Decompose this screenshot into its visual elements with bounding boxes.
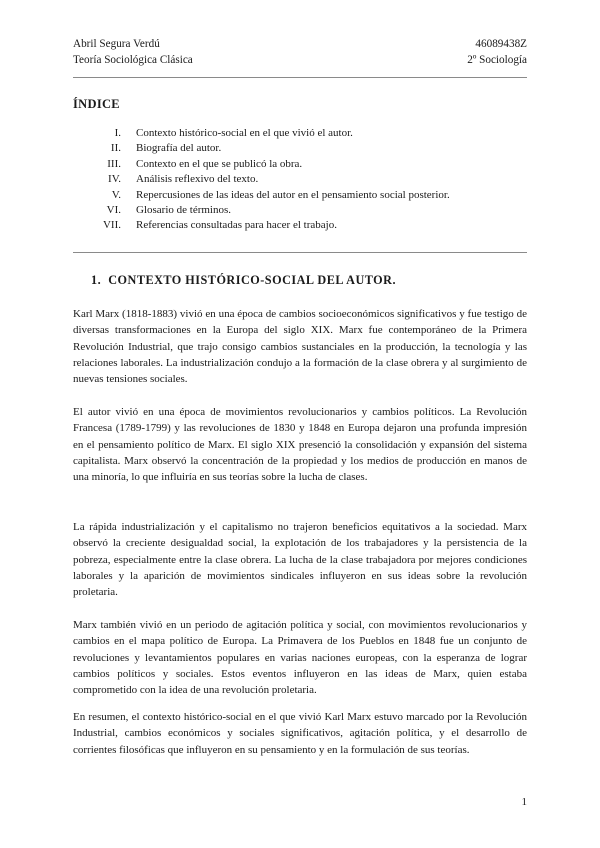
toc-item-text: Repercusiones de las ideas del autor en el pensamiento social posterior. [136, 188, 450, 201]
paragraph-text: El autor vivió en una época de movimientos revolucionarios y cambios políticos. La Revolución Francesa (1789-1799) y las revoluciones de 1830 y 1848 en Europa dejaron una profunda impresión en el pensamiento político de Marx. El siglo XIX presenció la consolidación y expansión del sistema capitalista. Marx observó la concentración de la propiedad y los medios de producción en manos de una minoría, lo que influiría en sus teorías sobre la lucha de clases. [73, 406, 527, 484]
page-number: 1 [521, 796, 527, 808]
author-name: Abril Segura Verdú [73, 38, 160, 50]
toc-item-text: Análisis reflexivo del texto. [136, 173, 259, 186]
toc-item-number: I. [114, 127, 121, 139]
section-number: 1. [91, 273, 102, 287]
toc-item [73, 126, 533, 141]
table-of-contents [73, 126, 533, 234]
toc-item-text: Contexto en el que se publicó la obra. [136, 157, 303, 170]
toc-item [73, 188, 533, 203]
page-header [73, 36, 527, 68]
course-name: 2º Sociología [467, 54, 527, 66]
toc-item [73, 172, 533, 187]
paragraph-text: Marx también vivió en un periodo de agitación política y social, con movimientos revolucionarios y cambios en el mapa político de Europa. La Primavera de los Pueblos en 1848 fue un conjunto de revoluciones y levantamientos populares en varias naciones europeas, con la esperanza de lograr cambios políticos y sociales. Estos eventos influyeron en las ideas de Marx, quien estaba comprometido con la idea de una revolución proletaria. [73, 619, 527, 697]
subject-name: Teoría Sociológica Clásica [73, 54, 193, 66]
toc-item-text: Contexto histórico-social en el que vivió el autor. [136, 127, 353, 139]
toc-item-text: Biografía del autor. [136, 142, 222, 155]
paragraph [73, 404, 527, 485]
header-divider [73, 77, 527, 78]
toc-item-number: V. [111, 188, 121, 201]
paragraph [73, 519, 527, 600]
paragraph-text: En resumen, el contexto histórico-social en el que vivió Karl Marx estuvo marcado por la Revolución Industrial, cambios económicos y sociales significativos, agitación política, y el desarrollo de corrientes filosóficas que influyeron en su pensamiento y en la formulación de sus teorías. [73, 711, 527, 756]
index-divider [73, 252, 527, 253]
toc-item [73, 203, 533, 218]
id-number: 46089438Z [475, 38, 527, 50]
toc-item-text: Referencias consultadas para hacer el trabajo. [136, 219, 337, 232]
toc-item-number: III. [107, 157, 121, 170]
section-title: CONTEXTO HISTÓRICO-SOCIAL DEL AUTOR. [108, 273, 397, 287]
toc-item-number: VII. [102, 219, 121, 232]
toc-item [73, 218, 533, 233]
toc-item-text: Glosario de términos. [136, 203, 232, 216]
toc-item-number: VI. [106, 203, 121, 216]
toc-item [73, 141, 533, 156]
paragraph-text: Karl Marx (1818-1883) vivió en una época de cambios socioeconómicos significativos y fue testigo de diversas transformaciones en la Europa del siglo XIX. Marx fue contemporáneo de la Primera Revolución Industrial, que trajo consigo cambios sustanciales en la producción, la tecnología y las relaciones laborales. La industrialización condujo a la formación de la clase obrera y al surgimiento de nuevas tensiones sociales. [73, 308, 527, 386]
paragraph-text: La rápida industrialización y el capitalismo no trajeron beneficios equitativos a la sociedad. Marx observó la creciente desigualdad social, la explotación de los trabajadores y la persistencia de la pobreza, especialmente entre la clase obrera. La lucha de la clase trabajadora por mejores condiciones laborales y la aparición de movimientos sindicales influyeron en sus ideas sobre la revolución proletaria. [73, 521, 527, 599]
paragraph [73, 617, 527, 698]
toc-item-number: IV. [108, 173, 121, 186]
paragraph [73, 306, 527, 387]
paragraph [73, 709, 527, 758]
section-heading [91, 273, 396, 288]
index-title: ÍNDICE [73, 97, 120, 111]
toc-item-number: II. [110, 142, 121, 155]
toc-item [73, 157, 533, 172]
